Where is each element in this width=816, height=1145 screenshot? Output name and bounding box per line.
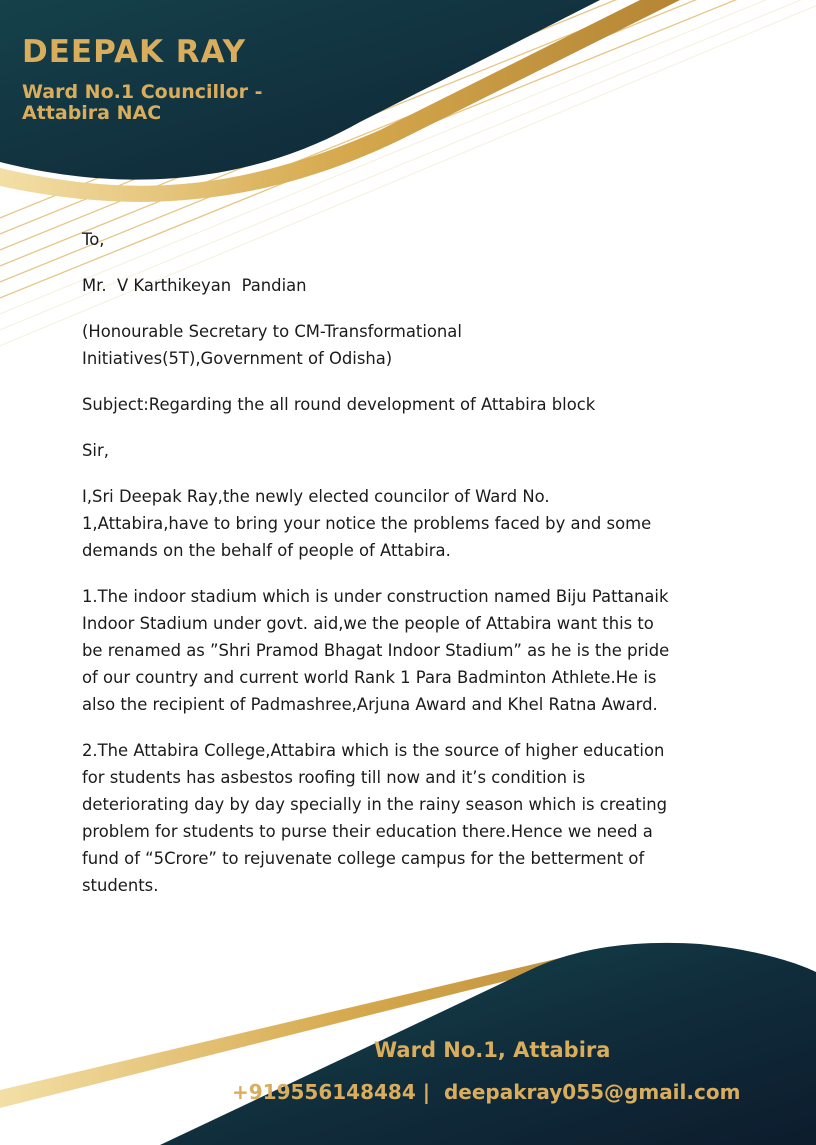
letter-point-1: 1.The indoor stadium which is under construction named Biju Pattanaik Indoor Stadium under govt. aid,we the people of Attabira want this to be renamed as ”Shri Pramod Bhagat Indoor Stadium” as he is the pride of our country and current world Rank 1 Para Badminton Athlete.He is also the recipient of Padmashree,Arjuna Award and Khel Ratna Award. xyxy=(82,587,670,714)
sender-name: DEEPAK RAY xyxy=(22,34,247,70)
addressee-name: Mr. V Karthikeyan Pandian xyxy=(82,276,307,295)
salutation-to: To, xyxy=(82,230,105,249)
letter-intro: I,Sri Deepak Ray,the newly elected councilor of Ward No. 1,Attabira,have to bring your notice the problems faced by and some demands on the behalf of people of Attabira. xyxy=(82,487,652,560)
letter-body xyxy=(82,226,742,918)
footer-address: Ward No.1, Attabira xyxy=(374,1038,611,1062)
addressee-designation: (Honourable Secretary to CM-Transformational Initiatives(5T),Government of Odisha) xyxy=(82,322,462,368)
footer-contact: +919556148484 | deepakray055@gmail.com xyxy=(232,1080,741,1104)
sender-title: Ward No.1 Councillor - Attabira NAC xyxy=(22,81,263,124)
letter-subject: Subject:Regarding the all round development of Attabira block xyxy=(82,395,596,414)
letter-greeting: Sir, xyxy=(82,441,109,460)
letter-point-2: 2.The Attabira College,Attabira which is the source of higher education for students has asbestos roofing till now and it’s condition is deteriorating day by day specially in the rainy season which is creating problem for students to purse their education there.Hence we need a fund of “5Crore” to rejuvenate college campus for the betterment of students. xyxy=(82,741,668,895)
